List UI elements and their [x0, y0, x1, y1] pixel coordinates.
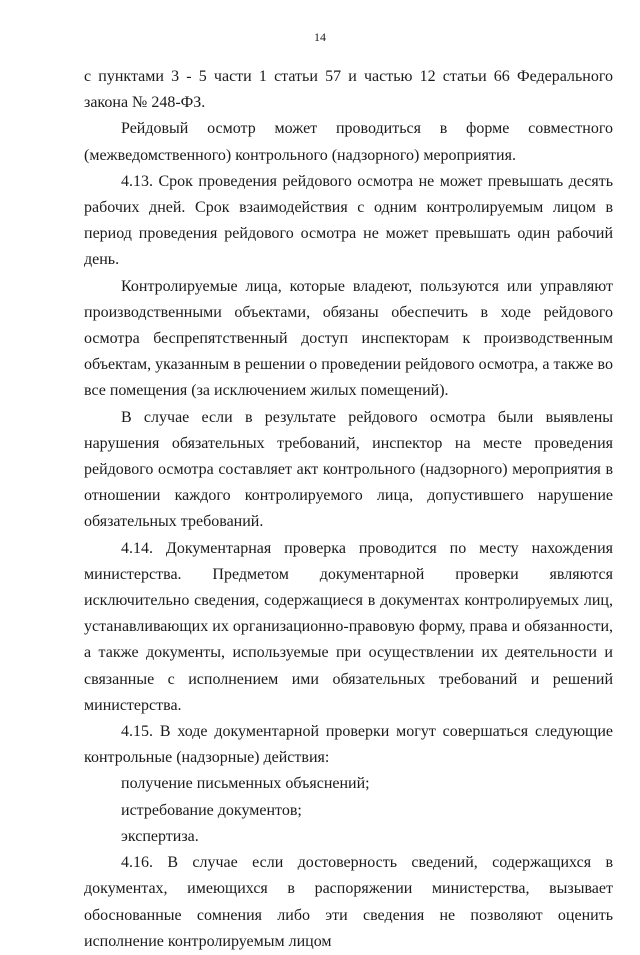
- paragraph-4-15: 4.15. В ходе документарной проверки могут совершаться следующие контрольные (надзорные) действия:: [84, 723, 613, 767]
- page-number: 14: [314, 30, 326, 44]
- paragraph-joint-inspection: Рейдовый осмотр может проводиться в форме совместного (межведомственного) контрольного (надзорного) мероприятия.: [84, 120, 613, 164]
- list-item-expertise: экспертиза.: [121, 827, 199, 845]
- paragraph-4-14: 4.14. Документарная проверка проводится по месту нахождения министерства. Предметом документарной проверки являются исключительно сведения, содержащиеся в документах контролируемых лиц, устанавливающих их организационно-правовую форму, права и обязанности, а также документы, используемые при осуществлении их деятельности и связанные с исполнением ими обязательных требований и решений министерства.: [84, 539, 613, 714]
- paragraph-violation-act: В случае если в результате рейдового осмотра были выявлены нарушения обязательных требований, инспектор на месте проведения рейдового осмотра составляет акт контрольного (надзорного) мероприятия в отношении каждого контролируемого лица, допустившего нарушение обязательных требований.: [84, 408, 613, 531]
- paragraph-continuation: с пунктами 3 - 5 части 1 статьи 57 и частью 12 статьи 66 Федерального закона № 248-ФЗ.: [84, 68, 613, 112]
- list-item-explanations: получение письменных объяснений;: [121, 775, 370, 793]
- paragraph-4-16: 4.16. В случае если достоверность сведений, содержащихся в документах, имеющихся в распоряжении министерства, вызывает обоснованные сомнения либо эти сведения не позволяют оценить исполнение контролируемым лицом: [84, 854, 613, 950]
- paragraph-access-obligation: Контролируемые лица, которые владеют, пользуются или управляют производственными объектами, обязаны обеспечить в ходе рейдового осмотра беспрепятственный доступ инспекторам к производственным объектам, указанным в решении о проведении рейдового осмотра, а также во все помещения (за исключением жилых помещений).: [84, 277, 613, 400]
- paragraph-4-13: 4.13. Срок проведения рейдового осмотра не может превышать десять рабочих дней. Срок взаимодействия с одним контролируемым лицом в период проведения рейдового осмотра не может превышать один рабочий день.: [84, 172, 613, 269]
- list-item-documents: истребование документов;: [121, 801, 302, 819]
- document-body: [84, 64, 613, 955]
